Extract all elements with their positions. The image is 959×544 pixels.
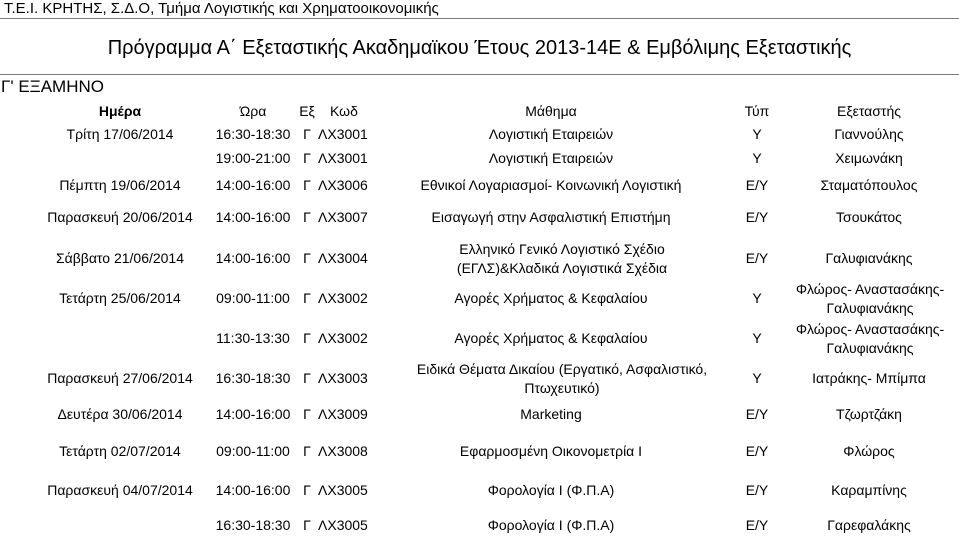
page-title: Πρόγραμμα Α΄ Εξεταστικής Ακαδημαϊκου Έτους 2013-14Ε & Εμβόλιμης Εξεταστικής	[107, 37, 852, 59]
cell-examiner: Φλώρος	[843, 443, 895, 459]
cell-code: ΛΧ3002	[318, 290, 368, 306]
cell-time: 16:30-18:30	[215, 126, 291, 142]
cell-course: Ελληνικό Γενικό Λογιστικό Σχέδιο (ΕΓΛΣ)&Κλαδικά Λογιστικά Σχέδια	[456, 241, 668, 276]
cell-time: 14:00-16:00	[215, 406, 291, 422]
cell-type: Υ	[752, 150, 762, 166]
cell-ex: Γ	[303, 126, 311, 142]
cell-day: Παρασκευή 20/06/2014	[47, 209, 193, 225]
cell-code: ΛΧ3008	[318, 443, 368, 459]
cell-examiner: Χειμωνάκη	[835, 150, 903, 166]
cell-code: ΛΧ3009	[318, 406, 368, 422]
column-header-code: Κωδ	[330, 103, 358, 119]
column-header-ex: Εξ	[299, 103, 315, 119]
cell-day: Παρασκευή 04/07/2014	[47, 482, 193, 498]
cell-examiner: Γαρεφαλάκης	[827, 517, 911, 533]
cell-ex: Γ	[303, 370, 311, 386]
cell-day: Τετάρτη 02/07/2014	[59, 443, 181, 459]
cell-course: Ειδικά Θέματα Δικαίου (Εργατικό, Ασφαλιστικό, Πτωχευτικό)	[416, 361, 708, 396]
cell-examiner: Γαλυφιανάκης	[825, 250, 913, 266]
cell-time: 14:00-16:00	[215, 177, 291, 193]
cell-examiner: Καραμπίνης	[831, 482, 907, 498]
cell-course: Εθνικοί Λογαριασμοί- Κοινωνική Λογιστική	[420, 177, 682, 193]
cell-course: Φορολογία Ι (Φ.Π.Α)	[487, 482, 615, 498]
cell-type: Ε/Υ	[745, 250, 769, 266]
cell-course: Marketing	[520, 406, 582, 422]
cell-examiner: Τζωρτζάκη	[836, 406, 902, 422]
cell-time: 16:30-18:30	[215, 517, 291, 533]
cell-type: Ε/Υ	[745, 517, 769, 533]
cell-type: Ε/Υ	[745, 482, 769, 498]
cell-day: Πέμπτη 19/06/2014	[59, 177, 181, 193]
cell-code: ΛΧ3004	[318, 250, 368, 266]
cell-code: ΛΧ3005	[318, 517, 368, 533]
cell-type: Υ	[752, 290, 762, 306]
cell-course: Αγορές Χρήματος & Κεφαλαίου	[454, 330, 648, 346]
cell-course: Αγορές Χρήματος & Κεφαλαίου	[454, 290, 648, 306]
column-header-examiner: Εξεταστής	[837, 103, 901, 119]
cell-code: ΛΧ3007	[318, 209, 368, 225]
cell-day: Σάββατο 21/06/2014	[55, 250, 185, 266]
cell-examiner: Φλώρος- Αναστασάκης-Γαλυφιανάκης	[795, 281, 945, 316]
institution-header: Τ.Ε.Ι. ΚΡΗΤΗΣ, Σ.Δ.Ο, Τμήμα Λογιστικής και Χρηματοοικονομικής	[4, 0, 439, 17]
cell-ex: Γ	[303, 443, 311, 459]
cell-ex: Γ	[303, 482, 311, 498]
cell-time: 19:00-21:00	[215, 150, 291, 166]
column-header-type: Τύπ	[744, 103, 770, 119]
semester-label: Γ' ΕΞΑΜΗΝΟ	[0, 74, 959, 100]
cell-course: Εισαγωγή στην Ασφαλιστική Επιστήμη	[431, 209, 671, 225]
cell-type: Ε/Υ	[745, 177, 769, 193]
cell-day: Τετάρτη 25/06/2014	[59, 290, 181, 306]
cell-ex: Γ	[303, 290, 311, 306]
column-header-course: Μάθημα	[525, 103, 577, 119]
cell-code: ΛΧ3005	[318, 482, 368, 498]
title-box	[0, 18, 959, 74]
cell-day: Παρασκευή 27/06/2014	[47, 370, 193, 386]
cell-ex: Γ	[303, 177, 311, 193]
cell-examiner: Ιατράκης- Μπίμπα	[812, 370, 926, 386]
cell-code: ΛΧ3001	[318, 150, 368, 166]
cell-time: 14:00-16:00	[215, 482, 291, 498]
cell-type: Ε/Υ	[745, 406, 769, 422]
cell-ex: Γ	[303, 209, 311, 225]
cell-time: 11:30-13:30	[216, 330, 290, 346]
cell-ex: Γ	[303, 517, 311, 533]
cell-examiner: Γιαννούλης	[834, 126, 904, 142]
cell-course: Λογιστική Εταιρειών	[488, 126, 614, 142]
column-header-day: Ημέρα	[98, 103, 142, 119]
cell-course: Λογιστική Εταιρειών	[488, 150, 614, 166]
cell-day: Δευτέρα 30/06/2014	[57, 406, 183, 422]
cell-type: Ε/Υ	[745, 443, 769, 459]
cell-ex: Γ	[303, 150, 311, 166]
cell-time: 14:00-16:00	[215, 209, 291, 225]
cell-ex: Γ	[303, 330, 311, 346]
cell-time: 09:00-11:00	[216, 443, 290, 459]
cell-examiner: Φλώρος- Αναστασάκης-Γαλυφιανάκης	[795, 321, 945, 356]
cell-ex: Γ	[303, 406, 311, 422]
cell-type: Ε/Υ	[745, 209, 769, 225]
cell-day: Τρίτη 17/06/2014	[66, 126, 174, 142]
cell-code: ΛΧ3001	[318, 126, 368, 142]
cell-examiner: Σταματόπουλος	[820, 177, 918, 193]
cell-type: Υ	[752, 370, 762, 386]
cell-code: ΛΧ3003	[318, 370, 368, 386]
cell-code: ΛΧ3006	[318, 177, 368, 193]
cell-course: Εφαρμοσμένη Οικονομετρία Ι	[459, 443, 643, 459]
cell-time: 16:30-18:30	[215, 370, 291, 386]
cell-code: ΛΧ3002	[318, 330, 368, 346]
cell-ex: Γ	[303, 250, 311, 266]
cell-time: 14:00-16:00	[215, 250, 291, 266]
cell-examiner: Τσουκάτος	[836, 209, 902, 225]
cell-course: Φορολογία Ι (Φ.Π.Α)	[487, 517, 615, 533]
column-header-time: Ώρα	[239, 103, 267, 119]
cell-type: Υ	[752, 126, 762, 142]
cell-time: 09:00-11:00	[216, 290, 290, 306]
cell-type: Υ	[752, 330, 762, 346]
